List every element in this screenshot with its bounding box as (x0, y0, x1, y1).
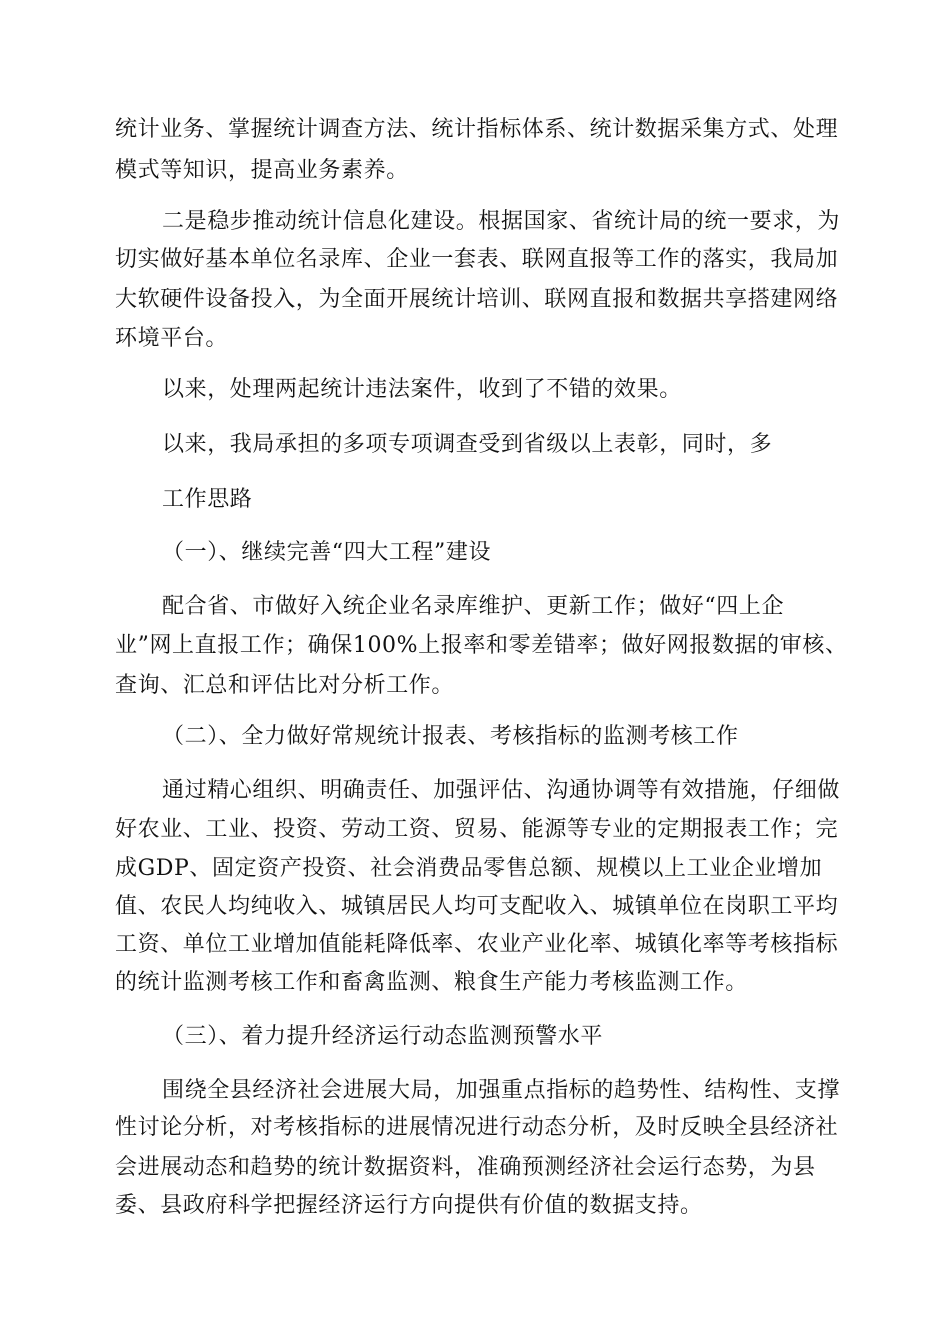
text-line: 工资、单位工业增加值能耗降低率、农业产业化率、城镇化率等考核指标 (115, 932, 839, 957)
text-line: 统计业务、掌握统计调查方法、统计指标体系、统计数据采集方式、处理 (115, 117, 839, 142)
paragraph-start: 以来，我局承担的多项专项调查受到省级以上表彰，同时，多 (162, 432, 773, 457)
text-line: 会进展动态和趋势的统计数据资料，准确预测经济社会运行态势，为县 (115, 1155, 816, 1180)
paragraph-start: 通过精心组织、明确责任、加强评估、沟通协调等有效措施，仔细做 (162, 778, 841, 803)
text-line: 性讨论分析，对考核指标的进展情况进行动态分析，及时反映全县经济社 (115, 1115, 839, 1140)
paragraph-start: 围绕全县经济社会进展大局，加强重点指标的趋势性、结构性、支撑 (162, 1078, 841, 1103)
text-line: 查询、汇总和评估比对分析工作。 (115, 673, 455, 698)
text-line: 环境平台。 (115, 326, 229, 351)
text-line: 业”网上直报工作；确保100%上报率和零差错率；做好网报数据的审核、 (115, 633, 848, 658)
text-line: 好农业、工业、投资、劳动工资、贸易、能源等专业的定期报表工作；完 (115, 817, 839, 842)
paragraph-start: 二是稳步推动统计信息化建设。根据国家、省统计局的统一要求，为 (162, 209, 841, 234)
text-line: 模式等知识，提高业务素养。 (115, 158, 409, 183)
text-line: 的统计监测考核工作和畜禽监测、粮食生产能力考核监测工作。 (115, 970, 748, 995)
text-line: 成GDP、固定资产投资、社会消费品零售总额、规模以上工业企业增加 (115, 856, 823, 881)
subsection-heading: （三）、着力提升经济运行动态监测预警水平 (162, 1024, 604, 1049)
subsection-heading: （一）、继续完善“四大工程”建设 (162, 540, 492, 565)
text-line: 切实做好基本单位名录库、企业一套表、联网直报等工作的落实，我局加 (115, 247, 839, 272)
paragraph-start: 以来，处理两起统计违法案件，收到了不错的效果。 (162, 377, 682, 402)
paragraph-start: 配合省、市做好入统企业名录库维护、更新工作；做好“四上企 (162, 594, 785, 619)
section-heading: 工作思路 (162, 487, 253, 512)
text-line: 委、县政府科学把握经济运行方向提供有价值的数据支持。 (115, 1193, 703, 1218)
text-line: 大软硬件设备投入，为全面开展统计培训、联网直报和数据共享搭建网络 (115, 287, 839, 312)
text-line: 值、农民人均纯收入、城镇居民人均可支配收入、城镇单位在岗职工平均 (115, 894, 839, 919)
subsection-heading: （二）、全力做好常规统计报表、考核指标的监测考核工作 (162, 724, 739, 749)
